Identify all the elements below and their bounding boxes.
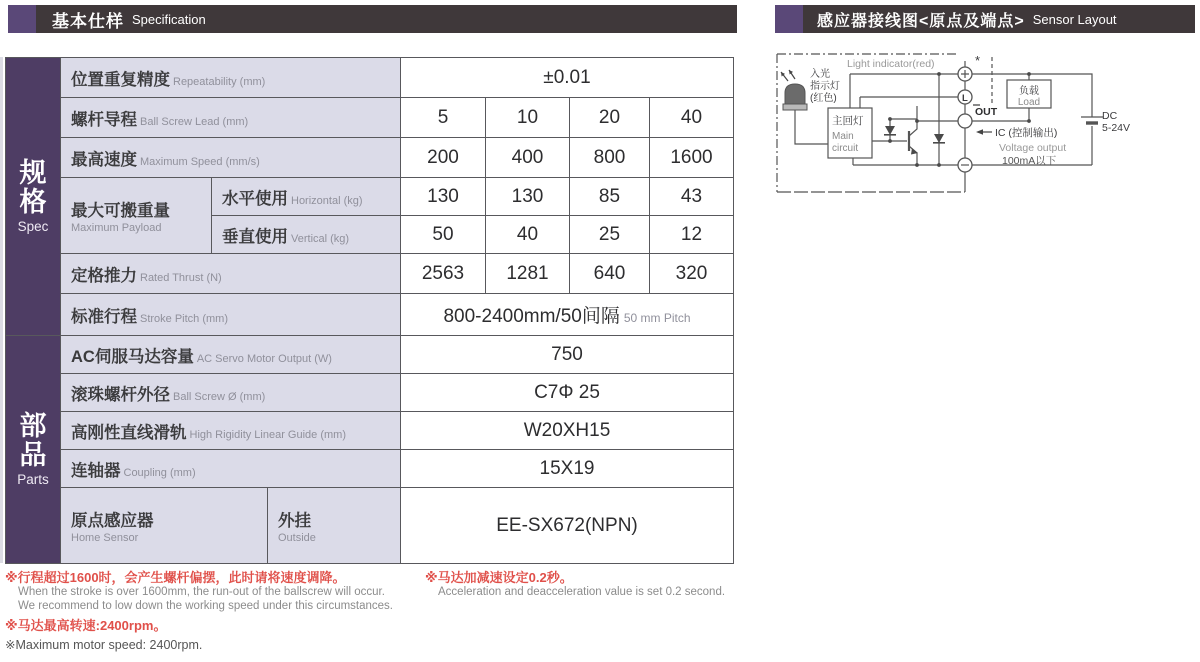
value-repeatability: ±0.01 — [401, 58, 734, 98]
label-servo-output: AC伺服马达容量 AC Servo Motor Output (W) — [61, 336, 401, 374]
light-indicator-cn-2: 指示灯 — [810, 81, 840, 92]
value-horizontal-1: 130 — [401, 178, 486, 216]
value-stroke: 800-2400mm/50间隔 50 mm Pitch — [401, 294, 734, 336]
value-coupling: 15X19 — [401, 450, 734, 488]
table-row — [6, 488, 734, 564]
section-spec-en: Spec — [17, 219, 49, 235]
section-parts-en: Parts — [17, 472, 49, 488]
terminal-l-label: L — [962, 93, 968, 104]
value-horizontal-4: 43 — [650, 178, 734, 216]
table-row — [6, 254, 734, 294]
dc-label: DC — [1102, 110, 1118, 122]
footnotes-right — [425, 570, 755, 599]
value-vertical-2: 40 — [486, 216, 570, 254]
value-speed-2: 400 — [486, 138, 570, 178]
terminal-plus — [958, 67, 972, 81]
zener-diode-2 — [933, 134, 945, 144]
table-row — [6, 98, 734, 138]
label-home-sensor: 原点感应器 Home Sensor — [61, 488, 268, 564]
value-speed-3: 800 — [570, 138, 650, 178]
sensor-layout-title-en: Sensor Layout — [1032, 11, 1117, 27]
dc-range-label: 5-24V — [1102, 122, 1131, 134]
label-vertical: 垂直使用 Vertical (kg) — [212, 216, 401, 254]
current-limit-label: 100mA以下 — [1002, 155, 1057, 167]
value-home-sensor: EE-SX672(NPN) — [401, 488, 734, 564]
sensor-diagram-svg — [772, 46, 1197, 206]
label-stroke-pitch: 标准行程 Stroke Pitch (mm) — [61, 294, 401, 336]
note-motor-speed-en: ※Maximum motor speed: 2400rpm. — [5, 637, 203, 652]
label-ball-screw-diameter: 滚珠螺杆外径 Ball Screw Ø (mm) — [61, 374, 401, 412]
sensor-wiring-diagram — [772, 46, 1197, 211]
label-outside: 外挂 Outside — [268, 488, 401, 564]
table-row — [6, 178, 734, 216]
light-indicator-cn-1: 入光 — [810, 69, 830, 80]
specification-table — [5, 57, 734, 564]
table-row — [6, 336, 734, 374]
note-accel-cn: ※马达加减速设定0.2秒。 — [425, 570, 573, 585]
value-thrust-1: 2563 — [401, 254, 486, 294]
value-servo-output: 750 — [401, 336, 734, 374]
value-lead-4: 40 — [650, 98, 734, 138]
main-circuit-cn: 主回灯 — [832, 115, 864, 127]
terminal-out — [958, 114, 972, 128]
value-vertical-1: 50 — [401, 216, 486, 254]
note-accel-en: Acceleration and deacceleration value is set 0.2 second. — [438, 586, 726, 599]
footnotes-left — [5, 570, 415, 652]
wire-plus — [850, 74, 958, 108]
label-ball-screw-lead: 螺杆导程 Ball Screw Lead (mm) — [61, 98, 401, 138]
sensor-layout-header — [775, 5, 1195, 33]
section-parts-cn: 部品 — [19, 410, 47, 470]
value-lead-1: 5 — [401, 98, 486, 138]
light-indicator-cn-3: (红色) — [810, 93, 837, 104]
label-repeatability: 位置重复精度 Repeatability (mm) — [61, 58, 401, 98]
label-horizontal: 水平使用 Horizontal (kg) — [212, 178, 401, 216]
terminal-minus — [958, 158, 972, 172]
table-row — [6, 412, 734, 450]
specification-title-cn: 基本仕样 — [52, 11, 124, 31]
value-lead-2: 10 — [486, 98, 570, 138]
led-indicator-icon — [781, 70, 807, 110]
sensor-layout-title-cn: 感应器接线图<原点及端点> — [817, 12, 1025, 30]
section-spec — [6, 58, 61, 336]
table-row — [6, 58, 734, 98]
transistor-collector — [909, 121, 917, 136]
value-ball-screw-diameter: C7Φ 25 — [401, 374, 734, 412]
section-spec-cn: 规格 — [19, 157, 47, 217]
table-row — [6, 450, 734, 488]
voltage-output-label: Voltage output — [999, 142, 1067, 154]
section-parts — [6, 336, 61, 564]
note-stroke-en2: We recommend to low down the working speed under this circumstances. — [18, 600, 393, 613]
wire-l — [860, 97, 958, 108]
value-speed-1: 200 — [401, 138, 486, 178]
label-max-speed: 最高速度 Maximum Speed (mm/s) — [61, 138, 401, 178]
value-vertical-3: 25 — [570, 216, 650, 254]
specification-header — [8, 5, 737, 33]
label-rated-thrust: 定格推力 Rated Thrust (N) — [61, 254, 401, 294]
wire-led — [795, 110, 828, 144]
value-horizontal-2: 130 — [486, 178, 570, 216]
note-stroke-cn: ※行程超过1600时，会产生螺杆偏摆，此时请将速度调降。 — [5, 570, 346, 585]
out-label: OUT — [975, 106, 998, 118]
value-speed-4: 1600 — [650, 138, 734, 178]
wire-minus — [853, 158, 958, 165]
label-max-payload: 最大可搬重量 Maximum Payload — [61, 178, 212, 254]
asterisk-label: * — [975, 53, 981, 68]
main-circuit-en-1: Main — [832, 131, 854, 142]
value-lead-3: 20 — [570, 98, 650, 138]
value-thrust-4: 320 — [650, 254, 734, 294]
load-cn-label: 负载 — [1019, 86, 1039, 97]
ic-label: IC (控制输出) — [995, 127, 1058, 139]
value-thrust-2: 1281 — [486, 254, 570, 294]
table-row — [6, 138, 734, 178]
page-edge-line — [0, 57, 3, 563]
light-indicator-en-label: Light indicator(red) — [847, 58, 935, 70]
ic-arrow-head — [976, 129, 983, 135]
header-accent-square — [8, 5, 36, 33]
table-row — [6, 294, 734, 336]
specification-title-en: Specification — [132, 11, 206, 27]
value-horizontal-3: 85 — [570, 178, 650, 216]
value-thrust-3: 640 — [570, 254, 650, 294]
main-circuit-en-2: circuit — [832, 143, 859, 154]
value-linear-guide: W20XH15 — [401, 412, 734, 450]
label-linear-guide: 高刚性直线滑轨 High Rigidity Linear Guide (mm) — [61, 412, 401, 450]
note-stroke-en1: When the stroke is over 1600mm, the run-out of the ballscrew will occur. — [18, 586, 385, 599]
wire-zener1 — [890, 106, 917, 141]
header-accent-square — [775, 5, 803, 33]
label-coupling: 连轴器 Coupling (mm) — [61, 450, 401, 488]
note-motor-speed-cn: ※马达最高转速:2400rpm。 — [5, 618, 167, 634]
zener-diode-1 — [884, 126, 896, 136]
value-vertical-4: 12 — [650, 216, 734, 254]
load-en-label: Load — [1017, 97, 1041, 108]
table-row — [6, 374, 734, 412]
